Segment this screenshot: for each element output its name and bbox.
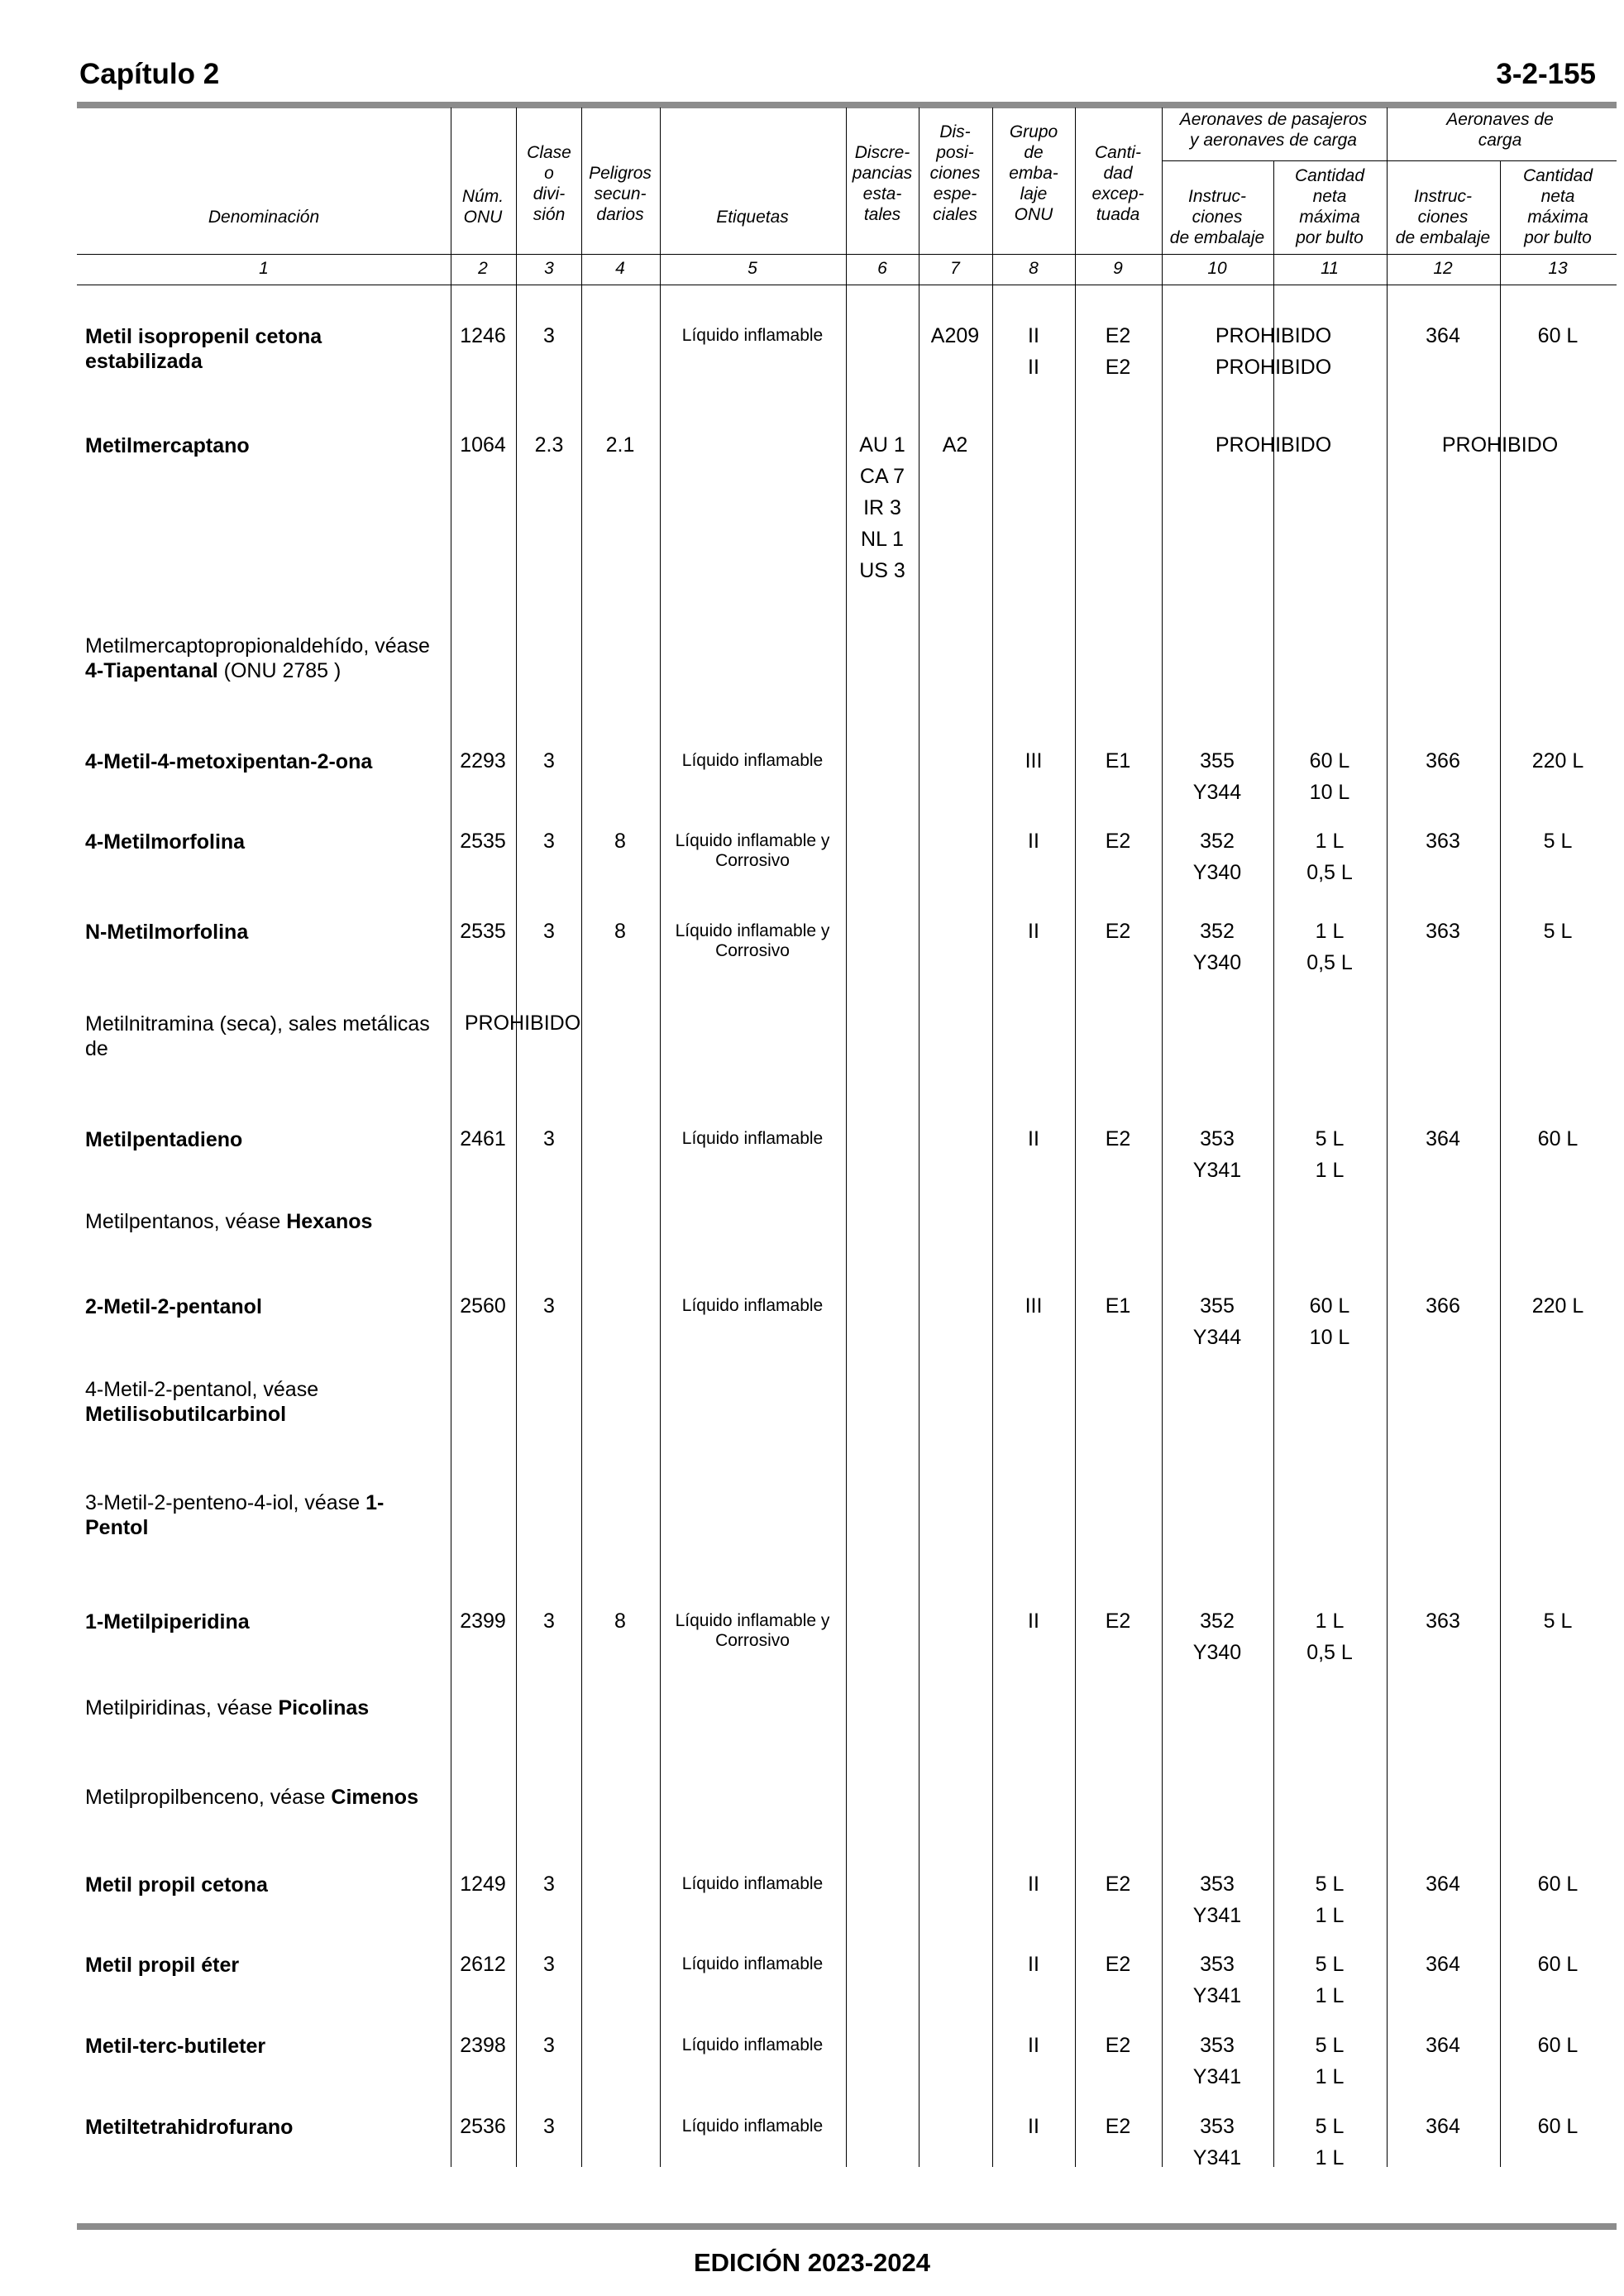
cell-cargo-pi: 364	[1426, 1873, 1460, 1896]
cell-pass-q: 60 L 10 L	[1309, 749, 1350, 804]
cell-cargo-pi: 366	[1426, 749, 1460, 773]
cell-cargo-q: 60 L	[1537, 1873, 1579, 1896]
entry-name-bold: Picolinas	[278, 1696, 370, 1720]
cell-pg: II	[1028, 830, 1039, 853]
column-header-etiquetas: Etiquetas	[716, 208, 789, 227]
entry-name-bold: 2-Metil-2-pentanol	[85, 1295, 262, 1318]
column-number: 5	[748, 259, 757, 278]
column-number: 10	[1207, 259, 1227, 278]
cell-pass-q: 1 L 0,5 L	[1306, 830, 1353, 884]
cell-cls: 3	[543, 1294, 555, 1318]
cell-disc: AU 1 CA 7 IR 3 NL 1 US 3	[859, 433, 905, 582]
entry-name	[85, 1953, 432, 1978]
entry-name	[85, 749, 432, 774]
cell-cls: 3	[543, 1953, 555, 1976]
column-divider	[660, 108, 661, 2167]
cell-cargo-pi: 363	[1426, 830, 1460, 853]
column-header-cantidad-neta: Cantidad neta máxima por bulto	[1522, 166, 1593, 247]
entry-name	[85, 830, 432, 854]
chapter-title: Capítulo 2	[79, 58, 220, 90]
cell-pass-merged: PROHIBIDO PROHIBIDO	[1215, 324, 1332, 379]
entry-name-text: 4-Metil-2-pentanol, véase	[85, 1378, 319, 1401]
cell-cargo-q: 5 L	[1543, 1610, 1573, 1633]
column-number: 6	[877, 259, 887, 278]
bottom-rule	[77, 2223, 1617, 2230]
entry-name-bold: Metilmercaptano	[85, 434, 250, 457]
cell-eq: E2	[1105, 1610, 1131, 1633]
cell-eq: E2	[1105, 2115, 1131, 2138]
cell-pass-q: 1 L 0,5 L	[1306, 1610, 1353, 1664]
entry-name-bold: Metil propil éter	[85, 1954, 240, 1977]
cell-pass-pi: 353 Y341	[1192, 1873, 1242, 1927]
page-number: 3-2-155	[1496, 58, 1596, 90]
cell-un: 2612	[460, 1953, 506, 1976]
column-header-clase: Clase o divi- sión	[527, 143, 571, 224]
entry-name-bold: Metil isopropenil cetona estabilizada	[85, 325, 322, 373]
entry-name	[85, 1610, 432, 1634]
cell-pg: III	[1025, 1294, 1043, 1318]
column-header-num-onu: Núm. ONU	[461, 187, 504, 227]
column-number: 2	[478, 259, 488, 278]
cell-un: 1249	[460, 1873, 506, 1896]
cell-pass-q: 5 L 1 L	[1315, 2034, 1345, 2088]
entry-name-bold: Metilpentadieno	[85, 1128, 243, 1151]
entry-name	[85, 1127, 432, 1152]
entry-name-text: Metilpiridinas, véase	[85, 1696, 279, 1720]
entry-name	[85, 1294, 432, 1319]
cell-cargo-q: 5 L	[1543, 830, 1573, 853]
cell-cls: 3	[543, 1127, 555, 1150]
cell-forbidden: PROHIBIDO	[464, 1012, 581, 1035]
column-number: 7	[950, 259, 960, 278]
cell-cargo-q: 5 L	[1543, 920, 1573, 943]
entry-name-bold: 1-Metilpiperidina	[85, 1610, 250, 1634]
cell-pass-pi: 355 Y344	[1192, 1294, 1242, 1349]
cell-pass-merged: PROHIBIDO	[1215, 433, 1332, 457]
column-divider	[581, 108, 582, 2167]
column-divider	[992, 108, 993, 2167]
cell-cls: 3	[543, 749, 555, 773]
column-number: 13	[1548, 259, 1568, 278]
cell-sec: 8	[614, 830, 626, 853]
cell-label: Líquido inflamable	[681, 1129, 824, 1148]
cell-pass-pi: 353 Y341	[1192, 1127, 1242, 1182]
column-divider	[516, 108, 517, 2167]
header-subgroup-line	[1162, 160, 1617, 161]
entry-name-text: Metilpentanos, véase	[85, 1210, 287, 1233]
column-group-cargo-aircraft: Aeronaves de carga	[1446, 110, 1554, 150]
cell-pass-q: 5 L 1 L	[1315, 2115, 1345, 2169]
edition-footer: EDICIÓN 2023-2024	[693, 2248, 931, 2277]
cell-un: 2535	[460, 920, 506, 943]
cell-label: Líquido inflamable	[681, 1296, 824, 1315]
cell-eq: E2	[1105, 1127, 1131, 1150]
entry-name-text: Metilmercaptopropionaldehído, véase	[85, 634, 430, 658]
cell-sp: A209	[930, 324, 980, 347]
top-rule	[77, 102, 1617, 108]
cell-pass-q: 5 L 1 L	[1315, 1873, 1345, 1927]
column-header-discrepancias: Discre- pancias esta- tales	[852, 143, 913, 224]
cell-eq: E2	[1105, 2034, 1131, 2057]
cell-un: 2399	[460, 1610, 506, 1633]
cell-pass-pi: 353 Y341	[1192, 2034, 1242, 2088]
entry-name	[85, 1012, 432, 1061]
entry-name	[85, 1209, 432, 1234]
header-bottom-line	[77, 254, 1617, 255]
entry-name	[85, 2115, 432, 2140]
cell-pg: II	[1028, 2034, 1039, 2057]
entry-name	[85, 433, 432, 458]
entry-name	[85, 2034, 432, 2059]
column-number: 12	[1433, 259, 1453, 278]
cell-pass-pi: 352 Y340	[1192, 1610, 1242, 1664]
cell-cls: 3	[543, 2034, 555, 2057]
column-divider	[1500, 161, 1501, 2167]
entry-name-bold: Metil-terc-butileter	[85, 2035, 266, 2058]
cell-cargo-merged: PROHIBIDO	[1441, 433, 1559, 457]
column-number: 1	[259, 259, 269, 278]
entry-name-bold: Cimenos	[331, 1786, 418, 1809]
cell-eq: E2	[1105, 1873, 1131, 1896]
entry-name-bold: N-Metilmorfolina	[85, 921, 249, 944]
cell-label: Líquido inflamable y Corrosivo	[675, 1611, 830, 1650]
cell-label: Líquido inflamable	[681, 751, 824, 770]
cell-cargo-q: 60 L	[1537, 2115, 1579, 2138]
column-number: 11	[1321, 259, 1339, 278]
column-divider	[1075, 108, 1076, 2167]
column-header-denominacion: Denominación	[208, 208, 320, 227]
cell-cargo-q: 60 L	[1537, 2034, 1579, 2057]
cell-pg: II	[1028, 1953, 1039, 1976]
cell-pg: II	[1028, 2115, 1039, 2138]
cell-label: Líquido inflamable	[681, 2035, 824, 2054]
column-header-cantidad-neta: Cantidad neta máxima por bulto	[1294, 166, 1365, 247]
entry-name	[85, 1490, 432, 1540]
cell-pg: II	[1028, 1610, 1039, 1633]
entry-name	[85, 1873, 432, 1897]
cell-cls: 3	[543, 1873, 555, 1896]
cell-cargo-pi: 363	[1426, 920, 1460, 943]
column-header-instrucciones: Instruc- ciones de embalaje	[1169, 187, 1265, 247]
cell-sec: 8	[614, 1610, 626, 1633]
cell-un: 1246	[460, 324, 506, 347]
column-divider	[1162, 108, 1163, 2167]
entry-name-bold: 4-Metilmorfolina	[85, 830, 246, 854]
cell-pass-q: 5 L 1 L	[1315, 1127, 1345, 1182]
column-number: 4	[615, 259, 625, 278]
cell-un: 2293	[460, 749, 506, 773]
column-divider	[1387, 108, 1388, 2167]
cell-un: 1064	[460, 433, 506, 457]
entry-name-bold: Hexanos	[286, 1210, 373, 1233]
entry-name-bold: Metiltetrahidrofurano	[85, 2116, 294, 2139]
entry-name-bold: 4-Tiapentanal	[85, 659, 218, 682]
cell-label: Líquido inflamable y Corrosivo	[675, 831, 830, 870]
cell-un: 2560	[460, 1294, 506, 1318]
cell-cargo-pi: 366	[1426, 1294, 1460, 1318]
cell-eq: E2	[1105, 920, 1131, 943]
cell-cargo-q: 60 L	[1537, 1127, 1579, 1150]
cell-label: Líquido inflamable	[681, 1954, 824, 1973]
cell-label: Líquido inflamable	[681, 326, 824, 345]
cell-label: Líquido inflamable	[681, 1874, 824, 1893]
cell-pg: III	[1025, 749, 1043, 773]
cell-un: 2461	[460, 1127, 506, 1150]
cell-un: 2535	[460, 830, 506, 853]
entry-name	[85, 1377, 432, 1427]
cell-cargo-q: 60 L	[1537, 324, 1579, 347]
cell-un: 2398	[460, 2034, 506, 2057]
cell-pg: II	[1028, 1127, 1039, 1150]
column-header-grupo: Grupo de emba- laje ONU	[1009, 122, 1058, 224]
entry-name-bold: Metilisobutilcarbinol	[85, 1403, 287, 1426]
cell-pg: II II	[1028, 324, 1039, 379]
column-group-passenger-aircraft: Aeronaves de pasajeros y aeronaves de carga	[1179, 110, 1368, 150]
column-divider	[846, 108, 847, 2167]
column-header-disposiciones: Dis- posi- ciones espe- ciales	[929, 122, 981, 224]
cell-cls: 3	[543, 324, 555, 347]
cell-pass-pi: 353 Y341	[1192, 1953, 1242, 2007]
cell-cargo-pi: 364	[1426, 2115, 1460, 2138]
entry-name-bold: 4-Metil-4-metoxipentan-2-ona	[85, 750, 373, 773]
cell-pass-pi: 353 Y341	[1192, 2115, 1242, 2169]
column-number: 8	[1029, 259, 1039, 278]
column-number: 3	[544, 259, 554, 278]
cell-cls: 3	[543, 2115, 555, 2138]
cell-cargo-pi: 364	[1426, 2034, 1460, 2057]
column-number: 9	[1113, 259, 1123, 278]
entry-name-text: 3-Metil-2-penteno-4-iol, véase	[85, 1491, 366, 1514]
cell-cls: 3	[543, 1610, 555, 1633]
cell-eq: E2	[1105, 1953, 1131, 1976]
entry-name-bold: 1-Pentol	[85, 1491, 385, 1539]
cell-cargo-q: 60 L	[1537, 1953, 1579, 1976]
cell-cls: 3	[543, 920, 555, 943]
cell-pass-q: 5 L 1 L	[1315, 1953, 1345, 2007]
entry-name-text: (ONU 2785 )	[217, 659, 342, 682]
cell-pg: II	[1028, 920, 1039, 943]
cell-un: 2536	[460, 2115, 506, 2138]
entry-name	[85, 1696, 432, 1720]
cell-cargo-q: 220 L	[1531, 749, 1584, 773]
column-header-peligros: Peligros secun- darios	[589, 164, 652, 224]
cell-label: Líquido inflamable y Corrosivo	[675, 921, 830, 960]
cell-cargo-q: 220 L	[1531, 1294, 1584, 1318]
cell-pass-pi: 352 Y340	[1192, 920, 1242, 974]
cell-eq: E1	[1105, 749, 1131, 773]
cell-pass-pi: 355 Y344	[1192, 749, 1242, 804]
entry-name	[85, 324, 432, 374]
column-divider	[1273, 161, 1274, 2167]
cell-sec: 2.1	[605, 433, 635, 457]
cell-eq: E2	[1105, 830, 1131, 853]
cell-cargo-pi: 363	[1426, 1610, 1460, 1633]
entry-name-text: Metilpropilbenceno, véase	[85, 1786, 332, 1809]
cell-label: Líquido inflamable	[681, 2117, 824, 2136]
cell-cls: 3	[543, 830, 555, 853]
cell-cargo-pi: 364	[1426, 324, 1460, 347]
cell-eq: E1	[1105, 1294, 1131, 1318]
column-header-cantidad: Canti- dad excep- tuada	[1091, 143, 1144, 224]
cell-pg: II	[1028, 1873, 1039, 1896]
cell-cls: 2.3	[534, 433, 564, 457]
cell-cargo-pi: 364	[1426, 1953, 1460, 1976]
entry-name	[85, 634, 432, 683]
entry-name-bold: Metil propil cetona	[85, 1873, 268, 1897]
column-header-instrucciones: Instruc- ciones de embalaje	[1395, 187, 1491, 247]
entry-name-text: Metilnitramina (seca), sales metálicas de	[85, 1012, 430, 1060]
cell-cargo-pi: 364	[1426, 1127, 1460, 1150]
entry-name	[85, 920, 432, 945]
cell-sec: 8	[614, 920, 626, 943]
cell-pass-q: 60 L 10 L	[1309, 1294, 1350, 1349]
cell-eq: E2 E2	[1105, 324, 1131, 379]
column-divider	[1387, 108, 1388, 161]
entry-name	[85, 1785, 432, 1810]
cell-pass-pi: 352 Y340	[1192, 830, 1242, 884]
cell-pass-q: 1 L 0,5 L	[1306, 920, 1353, 974]
cell-sp: A2	[942, 433, 968, 457]
